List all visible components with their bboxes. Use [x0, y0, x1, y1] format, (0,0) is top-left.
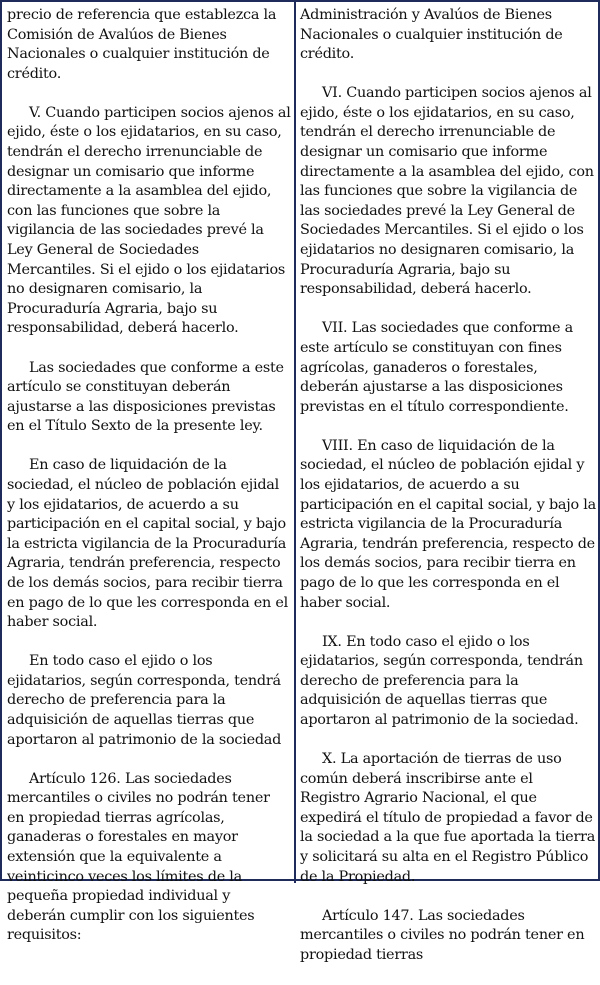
- right-paragraph-2: VI. Cuando participen socios ajenos al ejido, éste o los ejidatarios, en su caso, tendrán el derecho irrenunciable de designar un comisario que informe directamente a la asamblea del ejido, con las funciones que sobre la vigilancia de las sociedades prevé la Ley General de Sociedades Mercantiles. Si el ejido o los ejidatarios no designaren comisario, la Procuraduría Agraria, bajo su responsabilidad, deberá hacerlo.: [300, 85, 594, 298]
- left-paragraph-3: Las sociedades que conforme a este artículo se constituyan deberán ajustarse a las disposiciones previstas en el Título Sexto de la presente ley.: [7, 359, 284, 435]
- left-paragraph-5: En todo caso el ejido o los ejidatarios, según corresponda, tendrá derecho de preferencia para la adquisición de aquellas tierras que aportaron al patrimonio de la sociedad: [7, 653, 282, 748]
- right-paragraph-7: Artículo 147. Las sociedades mercantiles o civiles no podrán tener en propiedad tierras: [300, 907, 585, 963]
- left-paragraph-4: En caso de liquidación de la sociedad, el núcleo de población ejidal y los ejidatarios, de acuerdo a su participación en el capital social, y bajo la estricta vigilancia de la Procuraduría Agraria, tendrán preferencia, respecto de los demás socios, para recibir tierra en pago de lo que les corresponda en el haber social.: [7, 457, 289, 631]
- right-paragraph-5: IX. En todo caso el ejido o los ejidatarios, según corresponda, tendrán derecho de preferencia para la adquisición de aquellas tierras que aportaron al patrimonio de la sociedad.: [300, 633, 583, 728]
- right-paragraph-3: VII. Las sociedades que conforme a este artículo se constituyan con fines agrícolas, ganaderos o forestales, deberán ajustarse a las disposiciones previstas en el título correspondiente.: [300, 320, 573, 415]
- left-paragraph-2: V. Cuando participen socios ajenos al ejido, éste o los ejidatarios, en su caso, tendrán el derecho irrenunciable de designar un comisario que informe directamente a la asamblea del ejido, con las funciones que sobre la vigilancia de las sociedades prevé la Ley General de Sociedades Mercantiles. Si el ejido o los ejidatarios no designaren comisario, la Procuraduría Agraria, bajo su responsabilidad, deberá hacerlo.: [7, 104, 291, 337]
- right-paragraph-6: X. La aportación de tierras de uso común deberá inscribirse ante el Registro Agrario Nacional, el que expedirá el título de propiedad a favor de la sociedad a la que fue aportada la tierra y solicitará su alta en el Registro Público de la Propiedad.: [300, 751, 596, 885]
- left-column: [7, 6, 291, 966]
- left-paragraph-1: precio de referencia que establezca la Comisión de Avalúos de Bienes Nacionales o cualquier institución de crédito.: [7, 7, 277, 82]
- left-paragraph-6: Artículo 126. Las sociedades mercantiles o civiles no podrán tener en propiedad tierras agrícolas, ganaderas o forestales en mayor extensión que la equivalente a veinticinco veces los límites de la pequeña propiedad individual y deberán cumplir con los siguientes requisitos:: [7, 770, 270, 944]
- right-column: [300, 6, 596, 985]
- right-paragraph-4: VIII. En caso de liquidación de la sociedad, el núcleo de población ejidal y los ejidatarios, de acuerdo a su participación en el capital social, y bajo la estricta vigilancia de la Procuraduría Agraria, tendrán preferencia, respecto de los demás socios, para recibir tierra en pago de lo que les corresponda en el haber social.: [300, 437, 596, 611]
- right-paragraph-1: Administración y Avalúos de Bienes Nacionales o cualquier institución de crédito.: [300, 7, 563, 63]
- column-divider: [294, 2, 296, 883]
